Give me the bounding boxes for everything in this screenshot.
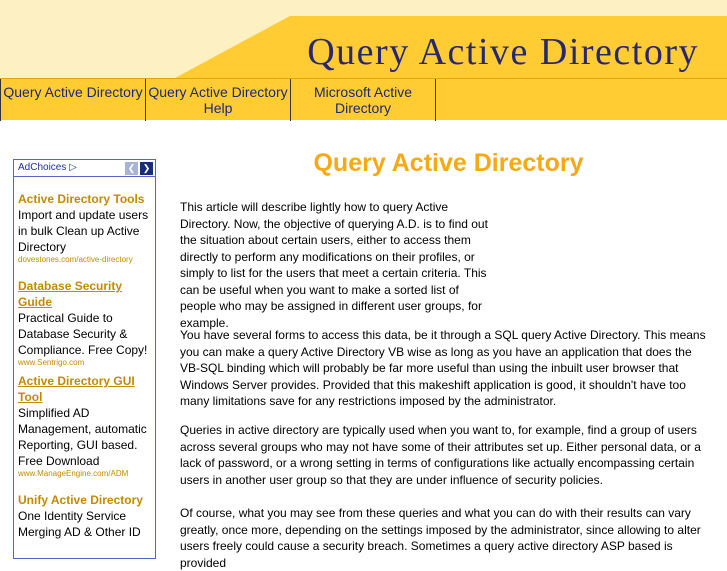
ad-url[interactable]: dovestones.com/active-directory: [18, 255, 133, 264]
ad-entry: [14, 278, 155, 368]
ad-description: Simplified AD Management, automatic Reporting, GUI based. Free Download: [18, 406, 147, 468]
ad-description: Import and update users in bulk Clean up Active Directory: [18, 208, 149, 254]
ad-url[interactable]: www.Sentrigo.com: [18, 358, 85, 367]
article-paragraph: Queries in active directory are typically used when you want to, for example, find a group of users across several groups who may not have some of their attributes set up. Either personal data, or a lack of password, or a wrong setting in terms of configurations like actually encompassing certain users in another user group so that they are under influence of security policies.: [180, 423, 701, 487]
ad-url[interactable]: www.ManageEngine.com/ADM: [18, 469, 129, 478]
ad-title-link[interactable]: Active Directory GUI Tool: [18, 374, 135, 404]
ad-description: One Identity Service Merging AD & Other ID: [18, 509, 141, 539]
adchoices-label: AdChoices: [18, 162, 67, 173]
ad-entry: [14, 191, 155, 265]
article-paragraph: Of course, what you may see from these queries and what you can do with their results can vary greatly, once more, depending on the settings imposed by the administrator, since allowing to alter users freely could cause a security breach. Sometimes a query active directory ASP based is provided: [180, 506, 701, 570]
ad-top-bar: [14, 160, 155, 177]
nav-item-label-line2: Directory: [334, 100, 391, 116]
adchoices-link[interactable]: [18, 162, 77, 173]
main-nav: [0, 78, 727, 120]
nav-item-label-line2: Help: [203, 100, 233, 116]
nav-item-query-ad[interactable]: [0, 79, 146, 121]
ad-entry: [14, 373, 155, 479]
site-header: [0, 0, 727, 78]
next-arrow-icon[interactable]: ❯: [140, 162, 153, 175]
ad-title-link[interactable]: Active Directory Tools: [18, 192, 145, 206]
ad-sidebar: [13, 159, 156, 559]
adchoices-icon: ▷: [69, 162, 77, 173]
article-paragraph: This article will describe lightly how to query Active Directory. Now, the objective of querying A.D. is to find out the situation about certain users, either to access them directly to perform any modifications on their profiles, or simply to list for the users that meet a certain criteria. This can be useful when you want to make a sorted list of people who may be assigned in different user groups, for example.: [180, 200, 488, 330]
ad-title-link[interactable]: Database Security Guide: [18, 279, 123, 309]
ad-title-link[interactable]: Unify Active Directory: [18, 493, 143, 507]
ad-description: Practical Guide to Database Security & Compliance. Free Copy!: [18, 311, 148, 357]
nav-item-label: Query Active Directory: [3, 84, 143, 100]
prev-arrow-icon[interactable]: ❮: [125, 162, 138, 175]
site-title: Query Active Directory: [307, 31, 699, 73]
ad-entry: [14, 492, 155, 540]
nav-item-label-line1: Microsoft Active: [313, 84, 413, 100]
nav-item-label-line1: Query Active Directory: [148, 84, 288, 100]
nav-item-microsoft-ad[interactable]: [291, 79, 436, 121]
page-title: Query Active Directory: [313, 149, 584, 177]
article-paragraph: You have several forms to access this data, be it through a SQL query Active Directory. This means you can make a query Active Directory VB wise as long as you have an application that does the VB-SQL binding which will probably be far more useful than using the inbuilt user browser that Windows Server provides. Provided that this makeshift application is good, it shouldn't have too many limitations save for any restrictions imposed by the administrator.: [180, 328, 706, 408]
nav-item-query-ad-help[interactable]: [146, 79, 291, 121]
